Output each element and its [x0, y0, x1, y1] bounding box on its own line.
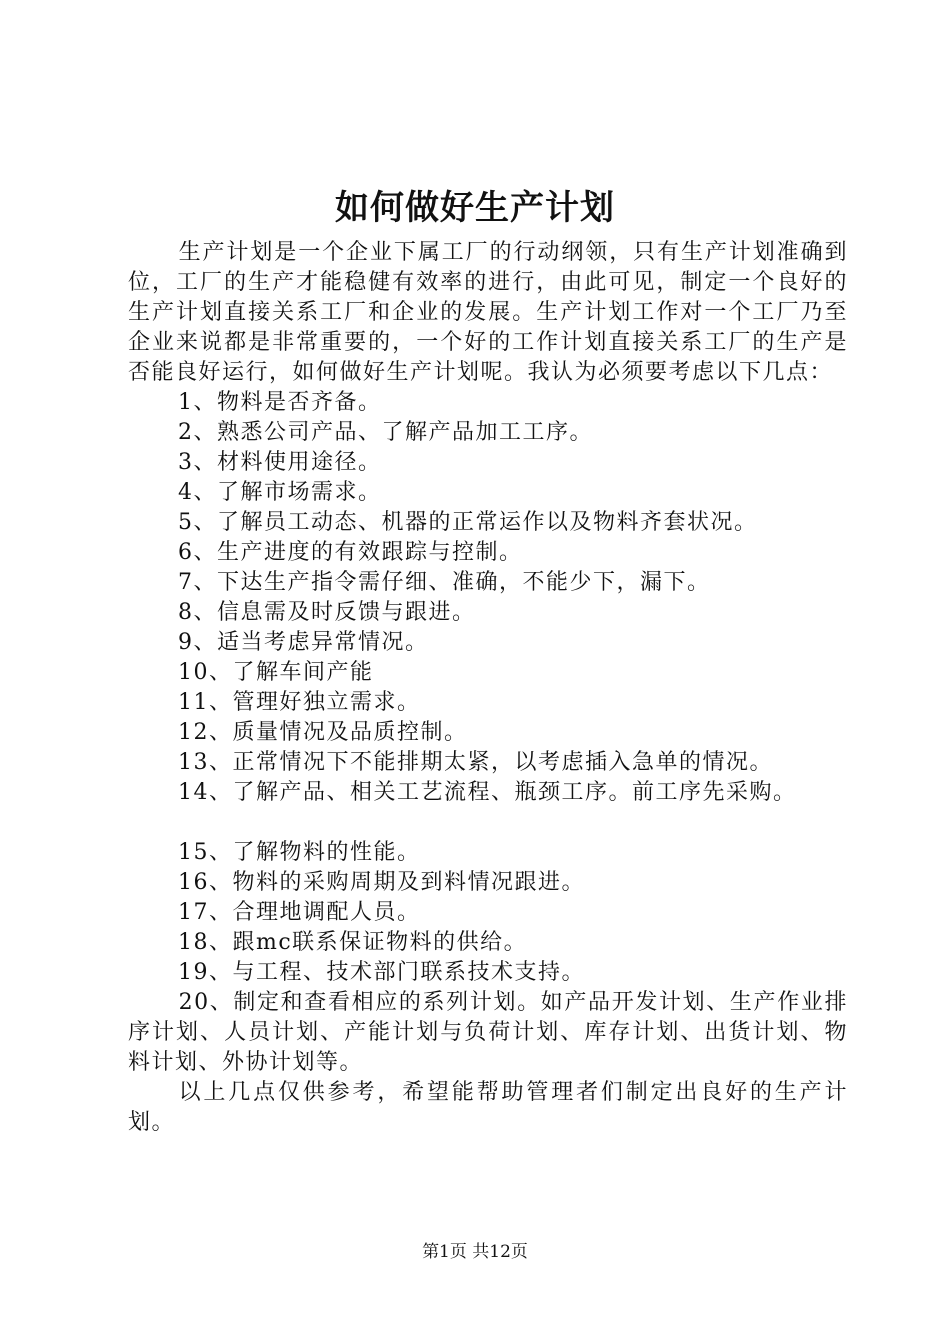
document-body — [128, 238, 848, 1138]
list-item: 2、熟悉公司产品、了解产品加工工序。 — [178, 420, 593, 445]
list-item: 11、管理好独立需求。 — [178, 690, 421, 715]
list-item: 19、与工程、技术部门联系技术支持。 — [178, 960, 585, 985]
list-item: 16、物料的采购周期及到料情况跟进。 — [178, 870, 585, 895]
list-item: 4、了解市场需求。 — [178, 480, 382, 505]
list-item: 9、适当考虑异常情况。 — [178, 630, 429, 655]
page-number: 第1页 共12页 — [422, 1242, 528, 1262]
item-20-paragraph: 20、制定和查看相应的系列计划。如产品开发计划、生产作业排序计划、人员计划、产能计划与负荷计划、库存计划、出货计划、物料计划、外协计划等。 — [128, 990, 848, 1075]
intro-paragraph: 生产计划是一个企业下属工厂的行动纲领，只有生产计划准确到位，工厂的生产才能稳健有效率的进行，由此可见，制定一个良好的生产计划直接关系工厂和企业的发展。生产计划工作对一个工厂乃至企业来说都是非常重要的，一个好的工作计划直接关系工厂的生产是否能良好运行，如何做好生产计划呢。我认为必须要考虑以下几点： — [128, 240, 848, 385]
list-item: 14、了解产品、相关工艺流程、瓶颈工序。前工序先采购。 — [178, 780, 797, 805]
list-item: 1、物料是否齐备。 — [178, 390, 382, 415]
considerations-list — [128, 388, 848, 988]
list-item: 18、跟mc联系保证物料的供给。 — [178, 930, 528, 955]
list-item: 8、信息需及时反馈与跟进。 — [178, 600, 476, 625]
blank-line — [128, 808, 848, 838]
list-item: 5、了解员工动态、机器的正常运作以及物料齐套状况。 — [178, 510, 758, 535]
conclusion-paragraph: 以上几点仅供参考，希望能帮助管理者们制定出良好的生产计划。 — [128, 1080, 848, 1135]
list-item: 10、了解车间产能 — [178, 660, 374, 685]
list-item: 3、材料使用途径。 — [178, 450, 382, 475]
list-item: 12、质量情况及品质控制。 — [178, 720, 468, 745]
list-item: 15、了解物料的性能。 — [178, 840, 421, 865]
list-item: 17、合理地调配人员。 — [178, 900, 421, 925]
list-item: 7、下达生产指令需仔细、准确，不能少下，漏下。 — [178, 570, 711, 595]
list-item: 6、生产进度的有效跟踪与控制。 — [178, 540, 523, 565]
document-title: 如何做好生产计划 — [335, 188, 615, 228]
list-item: 13、正常情况下不能排期太紧，以考虑插入急单的情况。 — [178, 750, 773, 775]
